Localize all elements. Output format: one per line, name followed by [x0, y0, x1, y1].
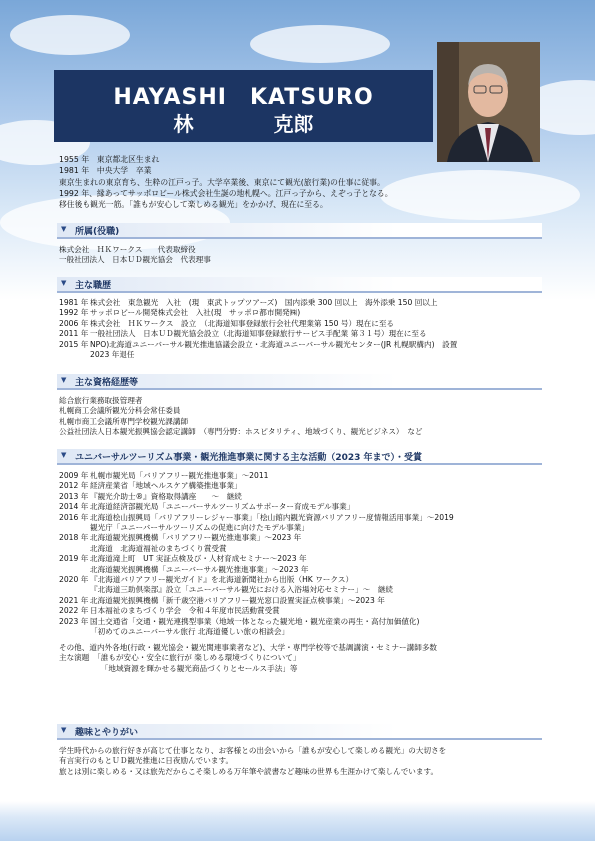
activity-row: [59, 575, 559, 585]
hobby-line: 有言実行のもとＵＤ観光推進に日夜励んでいます。: [59, 756, 234, 766]
activity-row: [59, 585, 559, 595]
biography: [59, 154, 559, 210]
qualifications-list: [59, 396, 559, 438]
qualification-line: 札幌商工会議所観光分科会常任委員: [59, 406, 181, 416]
career-text: 株式会社 ＨＫワークス 設立 （北海道知事登録旅行会社代理業第 150 号）現在に至る: [90, 318, 395, 328]
activity-row: [59, 554, 559, 564]
bio-line: 1992 年、縁あってサッポロビール株式会社生誕の地札幌へ。江戸っ子から、えぞっ子となる。: [59, 188, 393, 198]
bio-line: 移住後も観光一筋。「誰もが安心して楽しめる観光」をかかげ、現在に至る。: [59, 200, 328, 210]
activity-year: 2021 年: [59, 595, 89, 605]
activity-year: 2012 年: [59, 481, 89, 491]
career-text: サッポロビール開発株式会社 入社(現 サッポロ都市開発㈱): [90, 308, 301, 318]
activity-text: 北海道滝上町 UT 実証点検及び・人材育成セミナー～2023 年: [90, 554, 307, 564]
activity-year: 2009 年: [59, 471, 89, 480]
activity-year: [59, 523, 90, 533]
triangle-bullet-icon: ▼: [61, 376, 67, 384]
activity-year: 2018 年: [59, 533, 89, 543]
activity-text: 北海道観光振興機構「新千歳空港バリアフリー観光窓口設置実証点検事業」～2023 年: [90, 595, 385, 605]
career-text: 2023 年退任: [90, 350, 135, 360]
affiliation-line: 株式会社 ＨＫワークス 代表取締役: [59, 245, 196, 254]
activity-year: 2014 年: [59, 502, 89, 512]
activity-text: 国土交通省「交通・観光連携型事業（地域一体となった観光地・観光産業の再生・高付加価値化): [90, 616, 420, 626]
bottom-band: [0, 801, 595, 841]
activities-list: [59, 471, 559, 638]
activity-text: 北海道観光振興機構「バリアフリー観光推進事業」～2023 年: [90, 533, 302, 543]
activity-year: [59, 565, 90, 575]
activity-row: [59, 596, 559, 606]
activities-extra: [59, 643, 559, 674]
activity-row: [59, 606, 559, 616]
hobby-line: 旅とは別に楽しめる・又は旅先だからこそ楽しめる万年筆や読書など趣味の世界も生涯かけて楽しんでいます。: [59, 766, 439, 776]
activity-text: 『観光介助士®』資格取得講座 ～ 継続: [90, 491, 242, 501]
name-english: HAYASHI KATSURO: [113, 85, 374, 110]
activity-row: [59, 565, 559, 575]
activity-row: [59, 617, 559, 627]
activity-year: 2022 年: [59, 606, 89, 616]
activity-row: [59, 513, 559, 523]
activity-row: [59, 492, 559, 502]
activity-row: [59, 544, 559, 554]
activity-year: 2016 年: [59, 512, 89, 522]
career-year: 1981 年: [59, 298, 89, 307]
activity-year: 2013 年: [59, 491, 89, 501]
activity-row: [59, 533, 559, 543]
bio-line: 1981 年 中央大学 卒業: [59, 166, 152, 176]
career-year: 1992 年: [59, 308, 89, 318]
activity-text: 日本福祉のまちづくり学会 令和４年度市民活動賞受賞: [90, 606, 280, 616]
triangle-bullet-icon: ▼: [61, 225, 67, 233]
section-title: 趣味とやりがい: [75, 728, 139, 738]
cloud: [10, 15, 130, 55]
portrait-photo: [437, 42, 540, 162]
career-row: [59, 308, 559, 318]
section-header-hobbies: [57, 724, 542, 740]
hobbies-text: [59, 746, 559, 777]
career-text: 一般社団法人 日本ＵＤ観光協会設立（北海道知事登録旅行サービス手配業 第３１号）現在に至る: [90, 329, 427, 339]
section-header-activities: [57, 449, 542, 465]
qualification-line: 札幌市商工会議所専門学校観光課講師: [59, 416, 189, 426]
triangle-bullet-icon: ▼: [61, 279, 67, 287]
activity-row: [59, 627, 559, 637]
affiliation-line: 一般社団法人 日本ＵＤ観光協会 代表理事: [59, 255, 211, 265]
career-year: 2015 年: [59, 339, 89, 349]
activity-text: 『北海道三助倶楽部』設立「ユニーバーサル観光における入浴場対応セミナー」～ 継続: [90, 585, 393, 595]
career-year: 2006 年: [59, 318, 89, 328]
activity-row: [59, 481, 559, 491]
activity-year: 2019 年: [59, 554, 89, 564]
career-row: [59, 319, 559, 329]
activity-text: 北海道観光振興機構「ユニーバーサル観光推進事業」～2023 年: [90, 564, 309, 574]
qualification-line: 公益社団法人日本観光振興協会認定講師 （専門分野：ホスピタリティ、地域づくり、観光ビジネス） など: [59, 427, 423, 437]
activity-year: 2020 年: [59, 575, 89, 585]
activity-text: 「初めてのユニーバーサル旅行 北海道優しい旅の相談会」: [90, 627, 290, 637]
name-banner: [54, 70, 433, 142]
section-title: 主な職歴: [75, 281, 112, 291]
activity-year: [59, 627, 90, 637]
career-row: [59, 329, 559, 339]
cloud: [250, 25, 390, 63]
activity-year: [59, 544, 90, 554]
career-row: [59, 350, 559, 360]
activity-text: 観光庁「ユニーバーサルツーリズムの促進に向けたモデル事業」: [90, 523, 309, 533]
activity-text: 北海道 北海道福祉のまちづくり賞受賞: [90, 543, 227, 553]
bio-line: 東京生まれの東京育ち、生粋の江戸っ子。大学卒業後、東京にて観光(旅行業)の仕事に従事。: [59, 177, 385, 187]
activity-row: [59, 523, 559, 533]
section-title: ユニバーサルツーリズム事業・観光推進事業に関する主な活動（2023 年まで）・受賞: [75, 453, 423, 463]
qualification-line: 総合旅行業務取扱管理者: [59, 396, 143, 405]
hobby-line: 学生時代からの旅行好きが高じて仕事となり、お客様との出会いから「誰もが安心して楽しめる観光」の大切さを: [59, 746, 447, 755]
activity-row: [59, 502, 559, 512]
affiliation-list: [59, 245, 559, 266]
triangle-bullet-icon: ▼: [61, 726, 67, 734]
career-list: [59, 298, 559, 360]
section-title: 主な資格経歴等: [75, 378, 139, 388]
career-year: 2011 年: [59, 329, 89, 339]
activity-text: 経済産業省「地域ヘルスケア構築推進事業」: [90, 481, 242, 491]
activity-extra-line: その他、道内外各地(行政・観光協会・観光関連事業者など)、大学・専門学校等で基調講演・セミナー講師多数: [59, 643, 438, 652]
activity-text: 北海道桧山振興局「バリアフリーレジャー事業」「桧山館内観光資源バリアフリー度情報活用事業」～2019: [90, 512, 454, 522]
name-japanese: 林 克郎: [173, 112, 314, 136]
activity-year: [59, 585, 90, 595]
activity-text: 札幌市観光局「バリアフリー観光推進事業」～2011: [90, 471, 269, 480]
activity-text: 『北海道バリアフリー観光ガイド』を北海道新聞社から出版（HK ワークス）: [90, 575, 354, 585]
section-title: 所属(役職): [75, 227, 120, 237]
career-text: 株式会社 東急観光 入社 (現 東武トップツアーズ) 国内添乗 300 回以上 海外添乗 150 回以上: [90, 298, 438, 307]
triangle-bullet-icon: ▼: [61, 451, 67, 459]
bio-line: 1955 年 東京都北区生まれ: [59, 155, 160, 164]
activity-text: 北海道経済部観光局「ユニーバーサルツーリズムサポーター育成モデル事業」: [90, 502, 355, 512]
activity-year: 2023 年: [59, 616, 89, 626]
career-row: [59, 298, 559, 308]
activity-extra-line: 「地域資源を輝かせる観光商品づくりとセールス手法」等: [59, 663, 298, 673]
career-row: [59, 340, 559, 350]
section-header-affiliation: [57, 223, 542, 239]
activity-extra-line: 主な演題 「誰もが安心・安全に旅行が 楽しめる環境づくりについて」: [59, 653, 301, 663]
portrait-image: [437, 42, 540, 162]
section-header-career: [57, 277, 542, 293]
career-year: [59, 350, 90, 360]
career-text: NPO)北海道ユニーバーサル観光推進協議会設立・北海道ユニーバーサル観光センター(JR 札幌駅構内) 設置: [90, 339, 458, 349]
section-header-qualifications: [57, 374, 542, 390]
activity-row: [59, 471, 559, 481]
